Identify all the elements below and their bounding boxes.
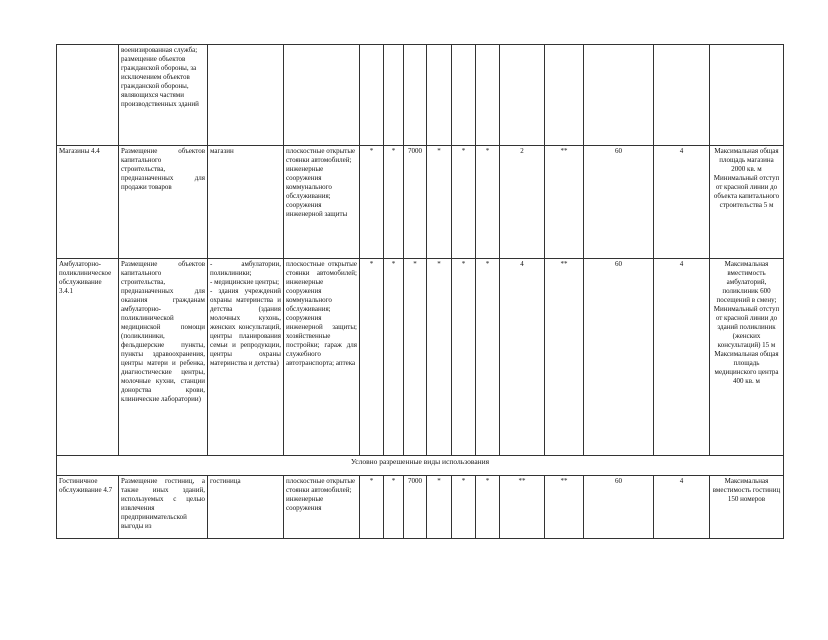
cell-param-4: * (427, 146, 452, 259)
cell-description: военизированная служба; размещение объектов гражданской обороны, за исключением объектов гражданской обороны, являющихся частями производственных зданий (119, 45, 208, 146)
table-row-continued (57, 45, 784, 146)
cell-param-9 (584, 45, 654, 146)
cell-param-3 (404, 45, 427, 146)
cell-use-name: Магазины 4.4 (57, 146, 119, 259)
cell-param-6: * (476, 476, 500, 539)
cell-description: Размещение гостиниц, а также иных зданий, используемых с целью извлечения предпринимательской выгоды из (119, 476, 208, 539)
table-row-hotel (57, 476, 784, 539)
cell-param-2 (384, 45, 404, 146)
cell-param-2: * (384, 146, 404, 259)
cell-limits: Максимальная общая площадь магазина 2000 кв. м Минимальный отступ от красной линии до объекта капитального строительства 5 м (710, 146, 784, 259)
cell-param-8: ** (545, 259, 584, 456)
cell-param-10 (654, 45, 710, 146)
cell-param-7: ** (500, 476, 545, 539)
cell-param-4: * (427, 476, 452, 539)
cell-param-2: * (384, 259, 404, 456)
cell-param-10: 4 (654, 259, 710, 456)
cell-param-4 (427, 45, 452, 146)
cell-param-10: 4 (654, 476, 710, 539)
cell-param-5: * (452, 259, 476, 456)
cell-param-1: * (360, 259, 384, 456)
cell-limits: Максимальная вместимость гостиниц 150 номеров (710, 476, 784, 539)
cell-main-use (208, 45, 284, 146)
cell-use-name: Амбулаторно-поликлиническое обслуживание 3.4.1 (57, 259, 119, 456)
cell-param-2: * (384, 476, 404, 539)
cell-param-1: * (360, 146, 384, 259)
cell-main-use: - амбулатории, поликлиники; - медицинские центры; - здания учреждений охраны материнства и детства (здания молочных кухонь, женских консультаций, центры планирования семьи и репродукции, центры охраны материнства и детства) (208, 259, 284, 456)
cell-param-6: * (476, 259, 500, 456)
cell-param-5: * (452, 476, 476, 539)
cell-param-9: 60 (584, 259, 654, 456)
table-row-shops (57, 146, 784, 259)
cell-aux-use: плоскостные открытые стоянки автомобилей; инженерные сооружения коммунального обслуживания; сооружения инженерной защиты (284, 146, 360, 259)
cell-param-9: 60 (584, 146, 654, 259)
section-title: Условно разрешенные виды использования (57, 456, 784, 476)
cell-param-4: * (427, 259, 452, 456)
cell-aux-use (284, 45, 360, 146)
cell-description: Размещение объектов капитального строительства, предназначенных для продажи товаров (119, 146, 208, 259)
cell-param-3: 7000 (404, 146, 427, 259)
cell-param-5 (452, 45, 476, 146)
cell-param-8 (545, 45, 584, 146)
cell-use-name (57, 45, 119, 146)
cell-param-3: 7000 (404, 476, 427, 539)
cell-param-6 (476, 45, 500, 146)
cell-param-9: 60 (584, 476, 654, 539)
cell-param-5: * (452, 146, 476, 259)
cell-limits (710, 45, 784, 146)
cell-use-name: Гостиничное обслуживание 4.7 (57, 476, 119, 539)
cell-param-8: ** (545, 146, 584, 259)
cell-param-6: * (476, 146, 500, 259)
cell-param-1 (360, 45, 384, 146)
cell-param-3: * (404, 259, 427, 456)
cell-main-use: гостиница (208, 476, 284, 539)
cell-param-10: 4 (654, 146, 710, 259)
cell-param-7: 4 (500, 259, 545, 456)
cell-main-use: магазин (208, 146, 284, 259)
cell-description: Размещение объектов капитального строительства, предназначенных для оказания гражданам амбулаторно-поликлинической медицинской помощи (поликлиники, фельдшерские пункты, пункты здравоохранения, центры матери и ребенка, диагностические центры, молочные кухни, станции донорства крови, клинические лаборатории) (119, 259, 208, 456)
table-row-clinic (57, 259, 784, 456)
section-header-row (57, 456, 784, 476)
cell-param-1: * (360, 476, 384, 539)
cell-aux-use: плоскостные открытые стоянки автомобилей; инженерные сооружения коммунального обслуживания; сооружения инженерной защиты; хозяйственные постройки; гараж для служебного автотранспорта; аптека (284, 259, 360, 456)
cell-limits: Максимальная вместимость амбулаторий, поликлиник 600 посещений в смену; Минимальный отступ от красной линии до зданий поликлиник (женских консультаций) 15 м Максимальная общая площадь медицинского центра 400 кв. м (710, 259, 784, 456)
cell-aux-use: плоскостные открытые стоянки автомобилей; инженерные сооружения (284, 476, 360, 539)
cell-param-7 (500, 45, 545, 146)
cell-param-7: 2 (500, 146, 545, 259)
zoning-regulations-table (56, 44, 784, 539)
cell-param-8: ** (545, 476, 584, 539)
